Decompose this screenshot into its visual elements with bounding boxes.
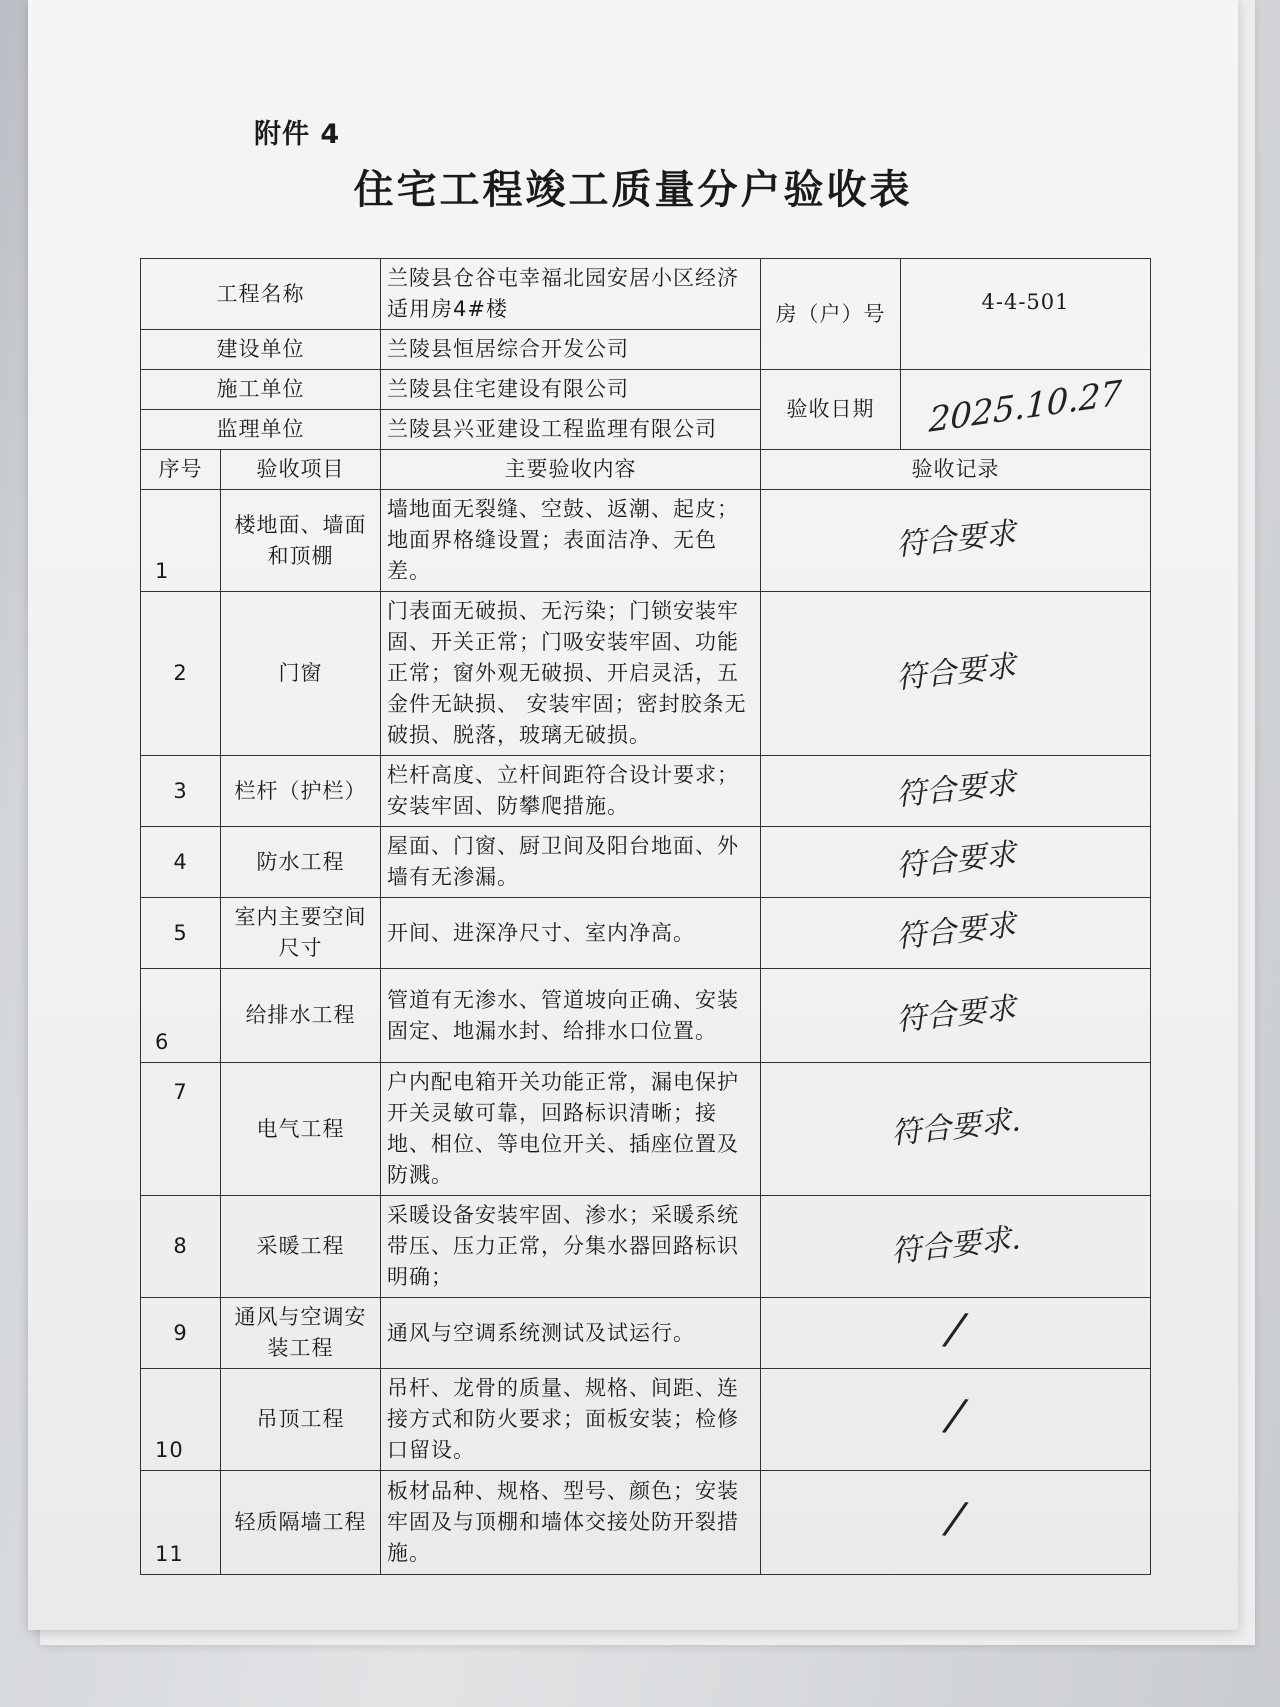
attachment-label: 附件 4 bbox=[254, 119, 341, 150]
table-row bbox=[141, 1471, 1151, 1575]
row-content: 吊杆、龙骨的质量、规格、间距、连接方式和防火要求；面板安装；检修口留设。 bbox=[381, 1369, 761, 1471]
row-record-handwritten: 符合要求. bbox=[889, 1103, 1022, 1152]
supervisor-value: 兰陵县兴亚建设工程监理有限公司 bbox=[381, 410, 761, 450]
date-value-handwritten: 2025.10.27 bbox=[928, 373, 1123, 441]
row-number: 5 bbox=[141, 898, 221, 969]
header-row-project bbox=[141, 259, 1151, 330]
row-item: 室内主要空间尺寸 bbox=[221, 898, 381, 969]
row-record-cell bbox=[761, 827, 1151, 898]
row-item: 防水工程 bbox=[221, 827, 381, 898]
table-row bbox=[141, 1369, 1151, 1471]
row-record-cell bbox=[761, 898, 1151, 969]
contractor-label: 施工单位 bbox=[141, 370, 381, 410]
row-content: 墙地面无裂缝、空鼓、返潮、起皮；地面界格缝设置；表面洁净、无色差。 bbox=[381, 490, 761, 592]
row-number-cell bbox=[141, 969, 221, 1063]
row-number: 1 bbox=[155, 559, 170, 583]
row-number: 2 bbox=[141, 592, 221, 756]
table-row bbox=[141, 969, 1151, 1063]
header-row-contractor bbox=[141, 370, 1151, 410]
acceptance-form-table bbox=[140, 258, 1151, 1575]
col-header-record: 验收记录 bbox=[761, 450, 1151, 490]
row-item: 给排水工程 bbox=[221, 969, 381, 1063]
table-row bbox=[141, 898, 1151, 969]
table-row bbox=[141, 592, 1151, 756]
builder-value: 兰陵县恒居综合开发公司 bbox=[381, 330, 761, 370]
row-content: 屋面、门窗、厨卫间及阳台地面、外墙有无渗漏。 bbox=[381, 827, 761, 898]
row-record-handwritten: 符合要求 bbox=[893, 836, 1018, 885]
row-item: 采暖工程 bbox=[221, 1196, 381, 1298]
row-record-handwritten: 符合要求 bbox=[893, 990, 1018, 1038]
row-number-cell bbox=[141, 1369, 221, 1471]
row-record-handwritten: 符合要求. bbox=[889, 1220, 1022, 1270]
row-record-cell bbox=[761, 1369, 1151, 1471]
row-record-cell bbox=[761, 756, 1151, 827]
unit-no-value: 4-4-501 bbox=[901, 259, 1151, 370]
row-item: 栏杆（护栏） bbox=[221, 756, 381, 827]
project-name-label: 工程名称 bbox=[141, 259, 381, 330]
supervisor-label: 监理单位 bbox=[141, 410, 381, 450]
contractor-value: 兰陵县住宅建设有限公司 bbox=[381, 370, 761, 410]
row-record-cell bbox=[761, 1298, 1151, 1369]
row-record-cell bbox=[761, 490, 1151, 592]
row-item: 电气工程 bbox=[221, 1063, 381, 1196]
date-cell bbox=[901, 370, 1151, 450]
table-row bbox=[141, 756, 1151, 827]
row-record-handwritten: / bbox=[944, 1302, 967, 1356]
row-record-cell bbox=[761, 1063, 1151, 1196]
table-row bbox=[141, 490, 1151, 592]
row-record-handwritten: 符合要求 bbox=[893, 515, 1018, 563]
row-item: 门窗 bbox=[221, 592, 381, 756]
row-item: 楼地面、墙面和顶棚 bbox=[221, 490, 381, 592]
document-title: 住宅工程竣工质量分户验收表 bbox=[353, 167, 913, 213]
row-content: 板材品种、规格、型号、颜色；安装牢固及与顶棚和墙体交接处防开裂措施。 bbox=[381, 1471, 761, 1575]
row-record-handwritten: / bbox=[944, 1389, 967, 1442]
row-content: 采暖设备安装牢固、渗水；采暖系统带压、压力正常，分集水器回路标识明确； bbox=[381, 1196, 761, 1298]
row-content: 通风与空调系统测试及试运行。 bbox=[381, 1298, 761, 1369]
row-number: 11 bbox=[155, 1542, 184, 1566]
column-header-row bbox=[141, 450, 1151, 490]
row-content: 管道有无渗水、管道坡向正确、安装固定、地漏水封、给排水口位置。 bbox=[381, 969, 761, 1063]
row-content: 开间、进深净尺寸、室内净高。 bbox=[381, 898, 761, 969]
row-record-handwritten: 符合要求 bbox=[893, 765, 1018, 814]
date-label: 验收日期 bbox=[761, 370, 901, 450]
project-name-value: 兰陵县仓谷屯幸福北园安居小区经济适用房4#楼 bbox=[381, 259, 761, 330]
row-number-cell bbox=[141, 1471, 221, 1575]
row-record-handwritten: / bbox=[944, 1492, 967, 1545]
builder-label: 建设单位 bbox=[141, 330, 381, 370]
row-number: 6 bbox=[155, 1030, 170, 1054]
row-content: 门表面无破损、无污染；门锁安装牢固、开关正常；门吸安装牢固、功能正常；窗外观无破损、开启灵活，五金件无缺损、 安装牢固；密封胶条无破损、脱落，玻璃无破损。 bbox=[381, 592, 761, 756]
row-record-handwritten: 符合要求 bbox=[893, 648, 1018, 696]
row-record-cell bbox=[761, 969, 1151, 1063]
row-content: 户内配电箱开关功能正常，漏电保护开关灵敏可靠，回路标识清晰；接地、相位、等电位开关、插座位置及防溅。 bbox=[381, 1063, 761, 1196]
row-item: 通风与空调安装工程 bbox=[221, 1298, 381, 1369]
table-row bbox=[141, 1063, 1151, 1196]
row-number: 9 bbox=[141, 1298, 221, 1369]
row-record-cell bbox=[761, 1471, 1151, 1575]
table-row bbox=[141, 1196, 1151, 1298]
row-record-cell bbox=[761, 1196, 1151, 1298]
row-number: 8 bbox=[141, 1196, 221, 1298]
row-number: 4 bbox=[141, 827, 221, 898]
table-row bbox=[141, 827, 1151, 898]
col-header-content: 主要验收内容 bbox=[381, 450, 761, 490]
row-record-cell bbox=[761, 592, 1151, 756]
row-content: 栏杆高度、立杆间距符合设计要求；安装牢固、防攀爬措施。 bbox=[381, 756, 761, 827]
row-number: 3 bbox=[141, 756, 221, 827]
document-sheet bbox=[28, 0, 1238, 1630]
unit-no-label: 房（户）号 bbox=[761, 259, 901, 370]
row-number-cell bbox=[141, 490, 221, 592]
row-number: 10 bbox=[155, 1438, 184, 1462]
row-record-handwritten: 符合要求 bbox=[893, 907, 1018, 956]
table-row bbox=[141, 1298, 1151, 1369]
row-item: 吊顶工程 bbox=[221, 1369, 381, 1471]
row-item: 轻质隔墙工程 bbox=[221, 1471, 381, 1575]
col-header-no: 序号 bbox=[141, 450, 221, 490]
row-number: 7 bbox=[141, 1063, 221, 1196]
col-header-item: 验收项目 bbox=[221, 450, 381, 490]
